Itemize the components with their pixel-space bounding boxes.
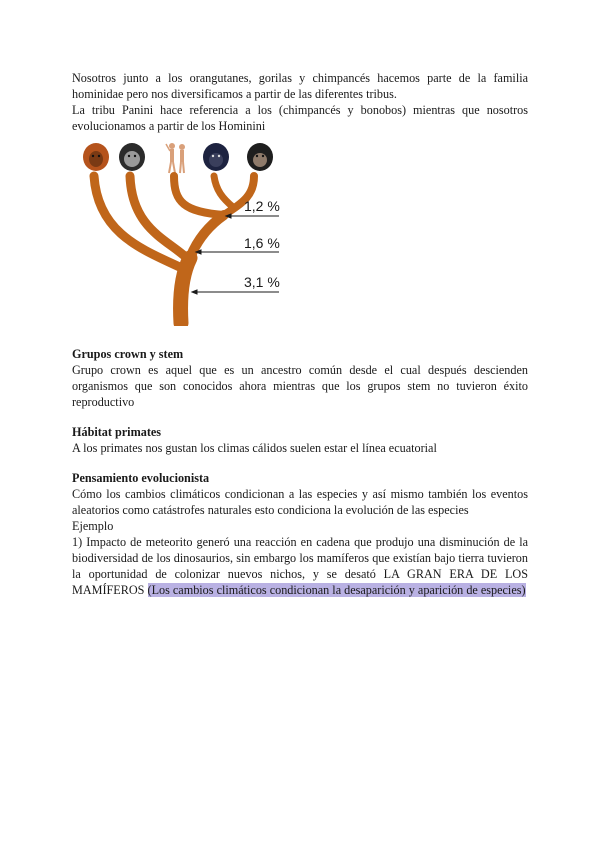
divergence-label-1: 1,2 % <box>244 198 280 214</box>
habitat-paragraph: A los primates nos gustan los climas cálidos suelen estar el línea ecuatorial <box>72 441 437 455</box>
evolution-heading: Pensamiento evolucionista <box>72 471 210 485</box>
orangutan-icon <box>83 143 109 171</box>
chimpanzee-icon <box>247 143 273 171</box>
gorilla-icon <box>119 143 145 171</box>
crown-stem-paragraph: Grupo crown es aquel que es un ancestro común desde el cual después descienden organismos que son conocidos ahora mientras que los grupos stem no tuvieron éxito reproductivo <box>72 363 528 409</box>
habitat-heading: Hábitat primates <box>72 425 162 439</box>
divergence-label-2: 1,6 % <box>244 235 280 251</box>
evolution-paragraph: Cómo los cambios climáticos condicionan a las especies y así mismo también los eventos aleatorios como catástrofes naturales esto condiciona la evolución de las especies <box>72 487 528 517</box>
highlighted-note: (Los cambios climáticos condicionan la desaparición y aparición de especies) <box>147 583 526 597</box>
divergence-label-3: 3,1 % <box>244 274 280 290</box>
document-page <box>72 70 528 598</box>
humans-icon <box>166 143 185 173</box>
phylogenetic-tree <box>94 176 254 323</box>
primate-phylogeny-figure <box>74 140 289 326</box>
crown-stem-heading: Grupos crown y stem <box>72 347 184 361</box>
intro-paragraph-2: La tribu Panini hace referencia a los (chimpancés y bonobos) mientras que nosotros evolucionamos a partir de los Hominini <box>72 103 528 133</box>
intro-paragraph-1: Nosotros junto a los orangutanes, gorilas y chimpancés hacemos parte de la familia hominidae pero nos diversificamos a partir de las diferentes tribus. <box>72 71 528 101</box>
example-paragraph <box>72 534 528 598</box>
example-text: 1) Impacto de meteorito generó una reacción en cadena que produjo una disminución de la biodiversidad de los dinosaurios, sin embargo los mamíferos que existían bajo tierra tuvieron la oportunidad de colonizar nuevos nichos, y se desató LA GRAN ERA DE LOS MAMÍFEROS <box>72 535 528 597</box>
bonobo-icon <box>203 143 229 171</box>
example-label: Ejemplo <box>72 519 114 533</box>
